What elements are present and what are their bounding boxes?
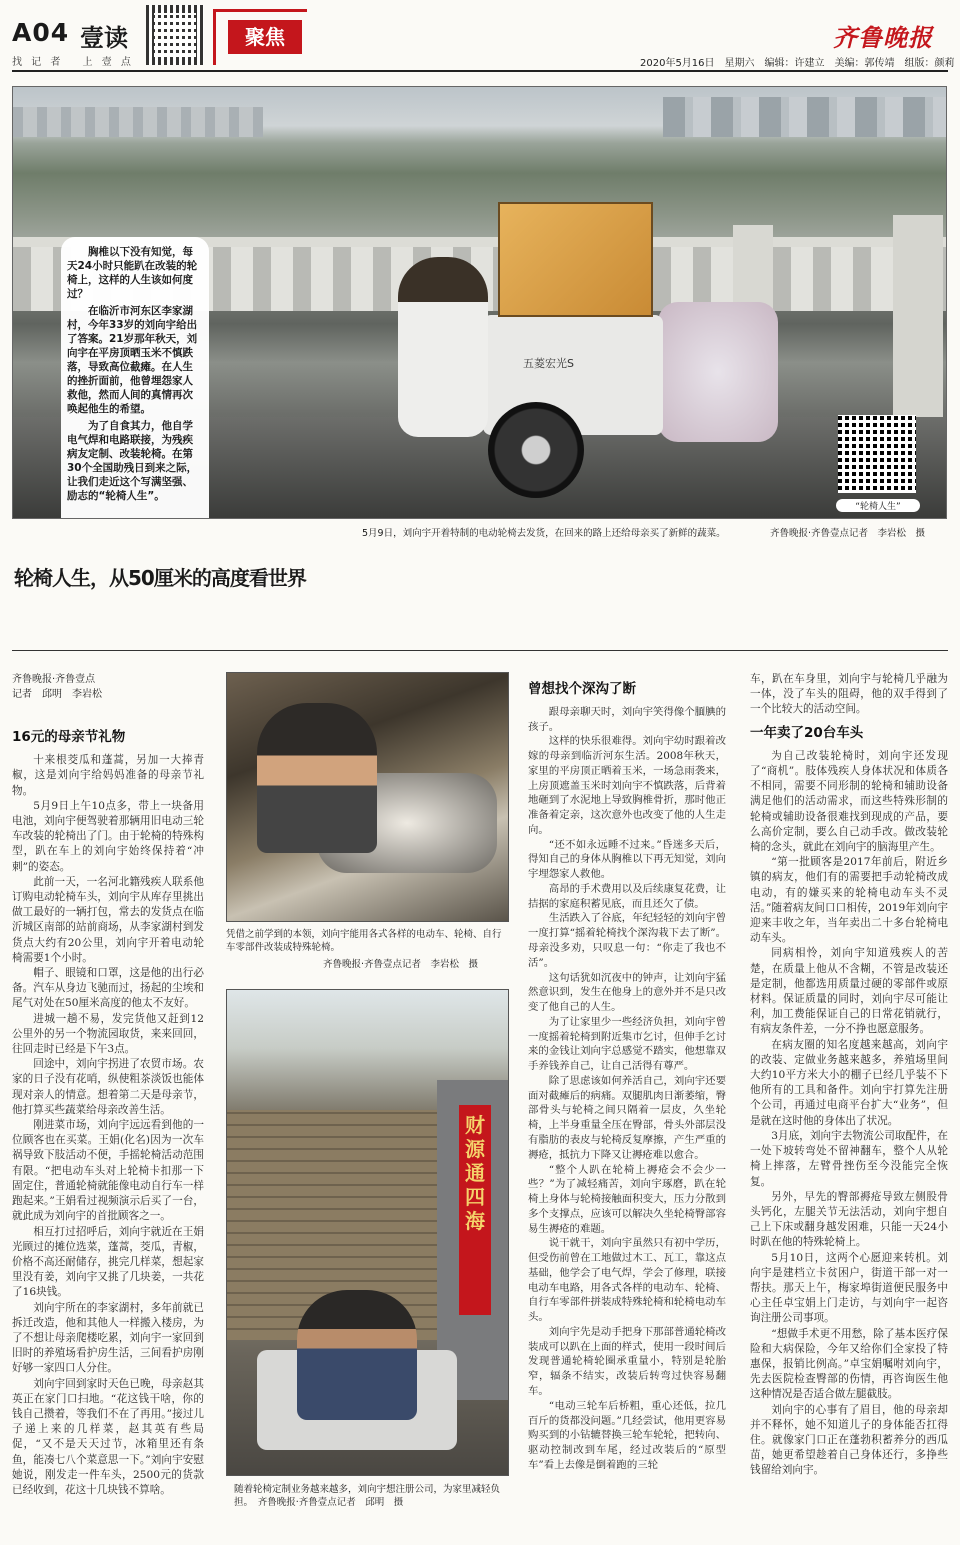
photo-credit: 齐鲁晚报·齐鲁壹点记者 李岩松 摄 (323, 959, 479, 970)
intro-box (61, 237, 209, 519)
masthead-rule (12, 70, 948, 72)
paragraph: 这样的快乐很难得。刘向宇幼时跟着改嫁的母亲到临沂河东生活。2008年秋天，家里的平房顶正晒着玉米，一场急雨袭来，上房顶遮盖玉米时刘向宇不慎跌落，后背着地砸到了水泥地上导致胸椎骨折，那时他正准备着定亲，这次意外也改变了他的人生走向。 (528, 735, 726, 836)
subheading: 一年卖了20台车头 (750, 724, 864, 741)
paragraph: 刚进菜市场，刘向宇远远看到他的一位顾客也在买菜。王娟(化名)因为一次车祸导致下肢活动不便，手摇轮椅活动范围有限。“把电动车头对上轮椅卡扣那一下固定住，普通轮椅就能像电动自行车一样跑起来。”王娟看过视频演示后买了一台，就此成为刘向宇的首批顾客之一。 (12, 1119, 204, 1223)
section-name: 壹读 (80, 24, 128, 52)
red-banner: 财源通四海 (459, 1105, 491, 1315)
home-photo (226, 989, 509, 1476)
qr-code-label: “轮椅人生” (836, 499, 920, 512)
newspaper-logo: 齐鲁晚报 (833, 23, 933, 52)
intro-paragraph: 为了自食其力，他自学电气焊和电路联接，为残疾病友定制、改装轮椅。在第30个全国助残日到来之际，让我们走近这个写满坚强、励志的“轮椅人生”。 (67, 420, 198, 502)
page-number: A04 (12, 18, 70, 47)
man-on-wheelchair (297, 1290, 417, 1420)
qr-code-icon[interactable] (146, 5, 204, 65)
paragraph: 相互打过招呼后，刘向宇就近在王娟光顾过的摊位选菜，蓬蒿，茭瓜，青椒，价格不高还耐储存，挑完几样菜，想起家里没有姜，刘向宇又挑了几块姜，一共花了16块钱。 (12, 1225, 204, 1299)
article-column-1 (12, 722, 204, 1498)
paragraph: 在病友圈的知名度越来越高，刘向宇的改装、定做业务越来越多，养殖场里间大约10平方米大小的棚子已经几乎装不下他所有的工具和备件。刘向宇打算先注册个公司，再通过电商平台扩大“业务”，但是就在这时他的身体出了状况。 (750, 1038, 948, 1127)
paragraph: 进城一趟不易，发完货他又赶到12公里外的另一个物流园取货，来来回回，往回走时已经是下午3点。 (12, 1012, 204, 1056)
paragraph: 刘向宇所在的李家湖村，多年前就已拆迁改造，他和其他人一样搬入楼房，为了不想让母亲爬楼吃累，刘向宇一家回到旧时的养殖场看护房生活，三间看护房刚好够一家四口人分住。 (12, 1301, 204, 1375)
man-on-wheelchair (398, 257, 488, 437)
section-tag: 聚焦 (228, 20, 302, 54)
paragraph: 高昂的手术费用以及后续康复花费，让拮据的家庭积蓄见底，而且还欠了债。 (528, 882, 726, 910)
photo-caption: 随着轮椅定制业务越来越多，刘向宇想注册公司，为家里减轻负担。 齐鲁晚报·齐鲁壹点记者 邱明 摄 (234, 1484, 501, 1508)
headline-rule (12, 650, 948, 651)
paragraph: 车，趴在车身里，刘向宇与轮椅几乎融为一体，没了车头的阻碍，他的双手得到了一个比较大的活动空间。 (750, 673, 948, 716)
paragraph: 回途中，刘向宇拐进了农贸市场。农家的日子没有花哨，纵使粗茶淡饭也能体现对亲人的情意。想着第二天是母亲节，他打算买些蔬菜给母亲改善生活。 (12, 1058, 204, 1116)
paragraph: “想做手术更不用愁，除了基本医疗保险和大病保险，今年又给你们全家投了特惠保，报销比例高。”卓宝娟嘱咐刘向宇，先去医院检查臀部的伤情，再咨询医生他这种情况是否适合做左腿截肢。 (750, 1327, 948, 1401)
hero-caption: 5月9日，刘向宇开着特制的电动轮椅去发货，在回来的路上还给母亲买了新鲜的蔬菜。 (362, 528, 726, 539)
paragraph: 跟母亲聊天时，刘向宇笑得像个腼腆的孩子。 (528, 705, 726, 733)
paragraph: 十来根茭瓜和蓬蒿，另加一大捧青椒，这是刘向宇给妈妈准备的母亲节礼物。 (12, 754, 204, 797)
subheading: 16元的母亲节礼物 (12, 729, 126, 745)
paragraph: 帽子、眼镜和口罩，这是他的出行必备。汽车从身边飞驰而过，扬起的尘埃和尾气对处在50厘米高度的他太不友好。 (12, 967, 204, 1010)
masthead (0, 0, 960, 76)
paragraph: 同病相怜，刘向宇知道残疾人的苦楚，在质量上他从不含糊，不管是改装还是定制，他都选用质量过硬的零部件或原材料。保证质量的同时，刘向宇尽可能让利，加工费能保证自己的日常花销就行，有病友条件差，一分不挣也愿意服务。 (750, 947, 948, 1036)
wheel (488, 402, 584, 498)
hero-credit: 齐鲁晚报·齐鲁壹点记者 李岩松 摄 (770, 528, 926, 539)
subheading: 曾想找个深沟了断 (528, 681, 636, 697)
intro-paragraph: 在临沂市河东区李家湖村，今年33岁的刘向宇给出了答案。21岁那年秋天，刘向宇在平房顶晒玉米不慎跌落，导致高位截瘫。在人生的挫折面前，他曾埋怨家人救他，然而人间的真情再次唤起他生的希望。 (67, 305, 198, 415)
byline-org: 齐鲁晚报·齐鲁壹点 (12, 674, 96, 685)
paragraph: “第一批顾客是2017年前后，附近乡镇的病友，他们有的需要把手动轮椅改成电动，有的嫌买来的轮椅电动车头不灵活。”随着病友间口口相传，2019年刘向宇迎来丰收之年，当年卖出二十多台轮椅电动车头。 (750, 856, 948, 945)
photo-caption: 凭借之前学到的本领，刘向宇能用各式各样的电动车、轮椅、自行车零部件改装成特殊轮椅。 (226, 929, 502, 953)
paragraph: 刘向宇的心事有了眉目，他的母亲却并不释怀，她不知道儿子的身体能否扛得住。就像家门口正在蓬勃积蓄养分的西瓜苗，她更希望趁着自己身体还行，多挣些钱留给刘向宇。 (750, 1403, 948, 1477)
paragraph: 5月10日，这两个心愿迎来转机。刘向宇是建档立卡贫困户，街道干部一对一帮扶。那天上午，梅家埠街道便民服务中心主任卓宝娟上门走访，与刘向宇一起咨询注册公司事项。 (750, 1251, 948, 1325)
man-working (257, 703, 377, 853)
paragraph: “还不如永远睡不过来。”昏迷多天后，得知自己的身体从胸椎以下再无知觉，刘向宇埋怨家人救他。 (528, 838, 726, 881)
byline-reporters: 记者 邱明 李岩松 (12, 689, 102, 700)
byline (12, 672, 102, 702)
article-column-4 (750, 672, 948, 1479)
headline: 轮椅人生，从50厘米的高度看世界 (14, 566, 306, 590)
qr-code-icon[interactable] (838, 415, 916, 493)
date-editor-line: 2020年5月16日 星期六 编辑：许建立 美编：郭传靖 组版：颜莉 (640, 58, 955, 69)
paragraph: 说干就干，刘向宇虽然只有初中学历，但受伤前曾在工地做过木工、瓦工，靠这点基础，他学会了电气焊，学会了修理，联接电动车电路，用各式各样的电动车、轮椅、自行车零部件拼装成特殊轮椅和轮椅电动车头。 (528, 1237, 726, 1324)
paragraph: 刘向宇先是动手把身下那部普通轮椅改装成可以趴在上面的样式，使用一段时间后发现普通轮椅轮圈承重量小，特别是轮胎窄，辐条不结实，改装后转弯过快容易翻车。 (528, 1325, 726, 1397)
paragraph: 这句话犹如沉夜中的钟声，让刘向宇猛然意识到，发生在他身上的意外并不是只改变了他自己的人生。 (528, 971, 726, 1014)
paragraph: 5月9日上午10点多，带上一块备用电池，刘向宇便驾驶着那辆用旧电动三轮车改装的轮椅出了门。由于轮椅的特殊构型，趴在车上的刘向宇始终保持着“冲刺”的姿态。 (12, 799, 204, 873)
paragraph: 除了思虑该如何养活自己，刘向宇还要面对截瘫后的病痛。双腿肌肉日渐萎缩，臀部骨头与轮椅之间只隔着一层皮，久坐轮椅，上半身重量全压在臀部，骨头外部层没有脂肪的表皮与轮椅反复摩擦，产生严重的褥疮，抵抗力下降又让褥疮难以愈合。 (528, 1074, 726, 1161)
paragraph: 生活跌入了谷底，年纪轻轻的刘向宇曾一度打算“摇着轮椅找个深沟栽下去了断”。母亲没多劝，只叹息一句：“你走了我也不活”。 (528, 912, 726, 969)
article-column-3 (528, 682, 726, 1473)
workshop-photo (226, 672, 509, 922)
hero-photo (12, 86, 947, 519)
paragraph: “整个人趴在轮椅上褥疮会不会少一些？”为了减轻痛苦，刘向宇琢磨，趴在轮椅上身体与轮椅接触面积变大，压力分散到多个支撑点，应该可以解决久坐轮椅臀部容易生褥疮的难题。 (528, 1163, 726, 1235)
paragraph: 刘向宇回到家时天色已晚，母亲赵其英正在家门口扫地。“花这钱干啥，你的钱自己攒着，等我们不在了再用。”接过儿子递上来的几样菜，赵其英有些局促，“又不是天天过节，冰箱里还有条鱼，能凑七八个菜意思一下。”刘向宇安慰她说，刚发走一件车头，2500元的货款已经收到，花这十几块钱不算啥。 (12, 1377, 204, 1496)
section-subtitle: 找 记 者 上 壹 点 (12, 57, 134, 68)
paragraph: 为自己改装轮椅时，刘向宇还发现了“商机”。肢体残疾人身体状况和体质各不相同，需要不同形制的轮椅和辅助设备满足他们的活动需求，而这些特殊形制的轮椅或辅助设备很难找到现成的产品，要么高价定制，要么自己动手改。做改装轮椅的念头，就此在刘向宇的脑海里产生。 (750, 749, 948, 854)
paragraph: 另外，早先的臀部褥疮导致左侧股骨头钙化，左腿关节无法活动，刘向宇想自己上下床或翻身越发困难，只能一天24小时趴在他的特殊轮椅上。 (750, 1190, 948, 1249)
intro-paragraph: 胸椎以下没有知觉，每天24小时只能趴在改装的轮椅上，这样的人生该如何度过？ (67, 246, 198, 300)
cart-brand: 五菱宏光S (523, 357, 574, 370)
paragraph: 为了让家里少一些经济负担，刘向宇曾一度摇着轮椅到附近集市乞讨，但伸手乞讨来的金钱让刘向宇总感觉不踏实，他想靠双手养钱养自己，让自己活得有尊严。 (528, 1015, 726, 1073)
package-box (498, 202, 653, 317)
bedding (658, 302, 778, 442)
paragraph: 此前一天，一名河北籍残疾人联系他订购电动轮椅车头，刘向宇从库存里挑出做工最好的一辆打包，常去的发货点在临沂城区南部的站前商场，从李家湖村到发货点大约有20公里，刘向宇开着电动轮椅需要1个小时。 (12, 875, 204, 964)
paragraph: 3月底，刘向宇去物流公司取配件，在一处下坡转弯处不留神翻车，整个人从轮椅上摔落，左臂骨挫伤至今没能完全恢复。 (750, 1129, 948, 1188)
paragraph: “电动三轮车后桥粗，重心还低，拉几百斤的货都没问题。”几经尝试，他用更容易购买到的小钻辘替换三轮车轮轮，把转向、驱动控制改到车尾，经过改装后的“原型车”看上去像是倒着跑的三轮 (528, 1399, 726, 1471)
